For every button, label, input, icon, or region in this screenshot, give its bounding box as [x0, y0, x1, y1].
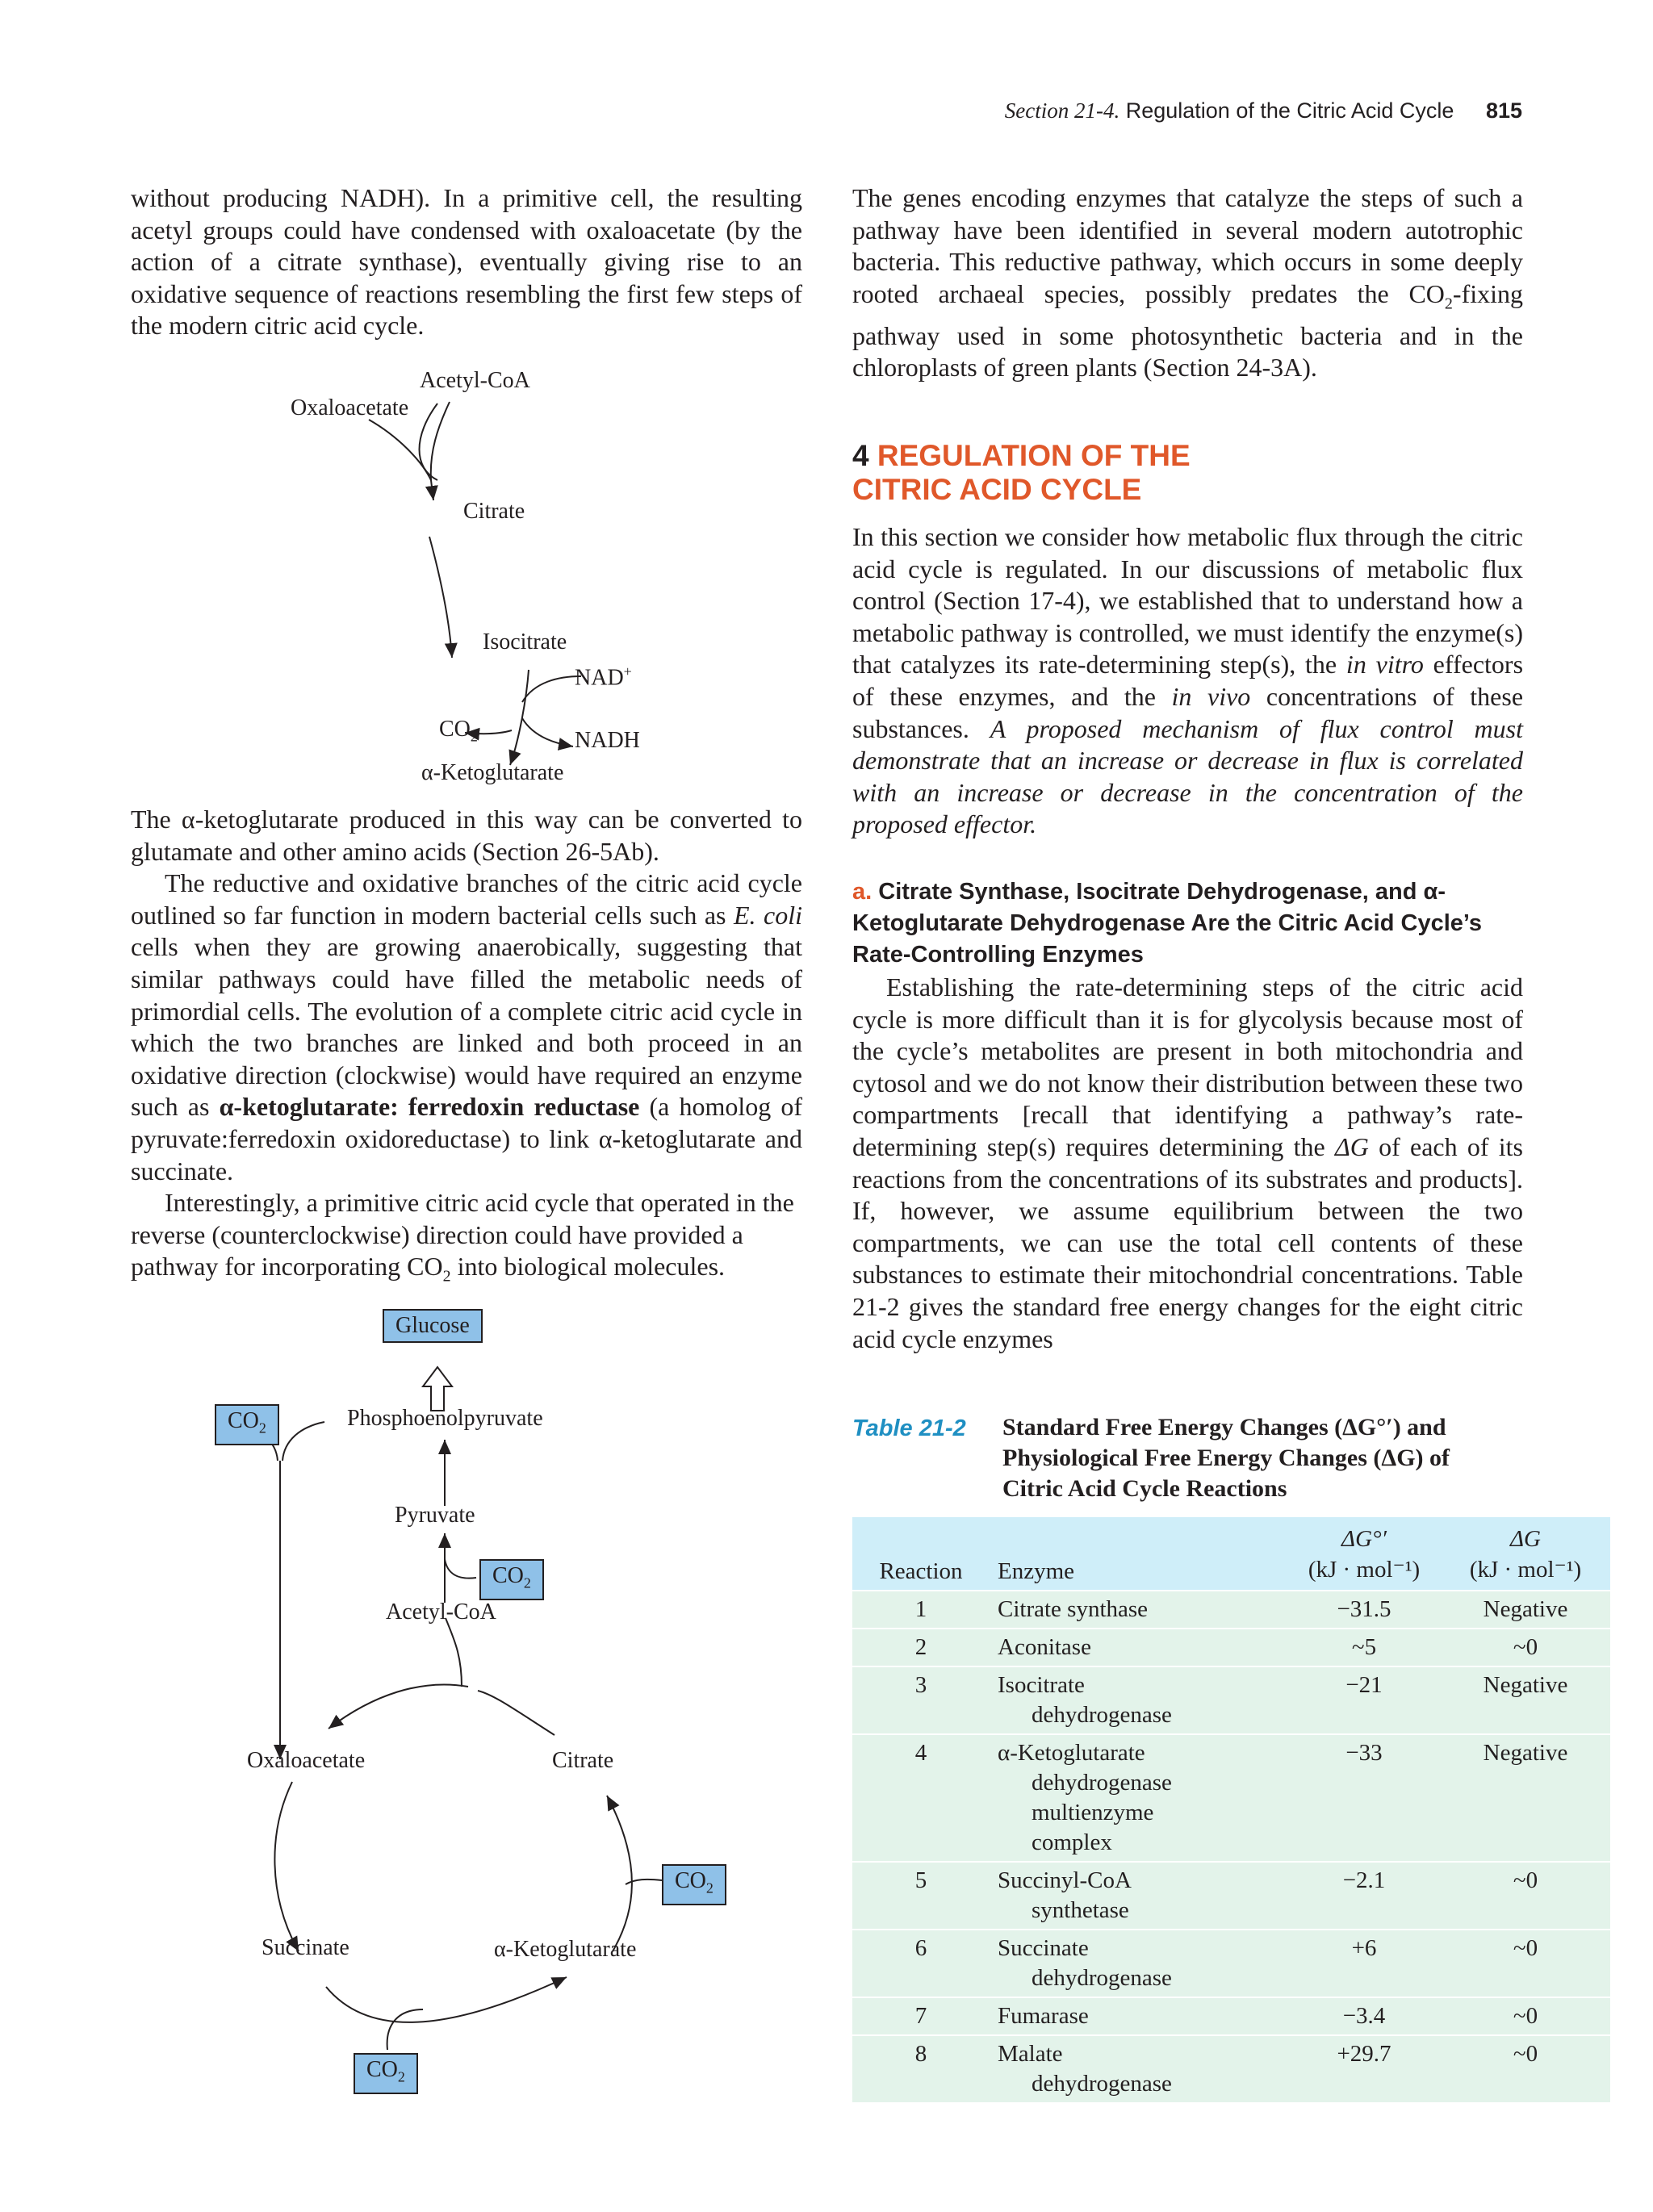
right-p2: In this section we consider how metabolic flux through the citric acid cycle is regulated. In our discussions of metabolic flux control (Section 17-4), we established that to understand how a metabolic pathway is controlled, we must identify the enzyme(s) that catalyzes its rate-determining step(s), the in vitro effectors of these enzymes, and the in vivo concentrations of these substances. A proposed mechanism of flux control must demonstrate that an increase or decrease in flux is correlated with an increase or decrease in the concentration of the proposed effector.	[852, 522, 1524, 839]
label-alpha-ketoglutarate: α-Ketoglutarate	[421, 760, 564, 785]
right-p1: The genes encoding enzymes that catalyze the steps of such a pathway have been identified in several modern autotrophic bacteria. This reductive pathway, which occurs in some deeply rooted archaeal species, possibly predates the $CO_2$-fixing pathway used in some photosynthetic bacteria and in the chloroplasts of green plants (Section 24-3A).	[852, 183, 1523, 383]
cell-dg: ~0	[1441, 1930, 1610, 1997]
cell-reaction: 8	[852, 2035, 990, 2102]
section-number: 4	[852, 439, 869, 472]
left-p4: Interestingly, a primitive citric acid cycle that operated in the reverse (counterclockwise) direction could have provided a pathway for incorporating $CO_2$ into biological molecules.	[131, 1188, 794, 1286]
cell-reaction: 6	[852, 1930, 990, 1997]
cell-dg0: −33	[1287, 1734, 1441, 1862]
label-nad: NAD+	[575, 663, 632, 691]
table-row	[852, 1629, 1610, 1666]
cell-reaction: 7	[852, 1997, 990, 2035]
label-citrate-2: Citrate	[552, 1748, 614, 1773]
glucose-box: Glucose	[383, 1309, 483, 1343]
co2-box-bottom: $CO_2$	[354, 2053, 418, 2094]
cell-enzyme: α-Ketoglutarate dehydrogenase multienzyme complex	[990, 1734, 1287, 1862]
cell-dg0: −31.5	[1287, 1591, 1441, 1629]
cell-enzyme: Malate dehydrogenase	[990, 2035, 1287, 2102]
cell-reaction: 5	[852, 1862, 990, 1930]
table-21-2	[852, 1517, 1610, 2102]
section-title-line2: CITRIC ACID CYCLE	[852, 473, 1142, 506]
cell-dg: Negative	[1441, 1591, 1610, 1629]
cell-enzyme: Aconitase	[990, 1629, 1287, 1666]
subsection-letter: a.	[852, 879, 873, 905]
cell-enzyme: Succinyl-CoA synthetase	[990, 1862, 1287, 1930]
table-label: Table 21-2	[852, 1415, 966, 1441]
subsection-title: Citrate Synthase, Isocitrate Dehydrogenase, and α-Ketoglutarate Dehydrogenase Are the Citric Acid Cycle’s Rate-Controlling Enzymes	[852, 879, 1482, 968]
cell-dg0: ~5	[1287, 1629, 1441, 1666]
co2-box-citrate: $CO_2$	[662, 1864, 726, 1905]
cell-dg0: +29.7	[1287, 2035, 1441, 2102]
page-number: 815	[1485, 98, 1522, 123]
th-dg: ΔG (kJ · mol⁻¹)	[1441, 1517, 1610, 1591]
label-pyruvate: Pyruvate	[395, 1503, 475, 1528]
label-acetyl-coa-2: Acetyl-CoA	[386, 1599, 496, 1625]
cell-reaction: 2	[852, 1629, 990, 1666]
left-paragraph-1	[131, 182, 802, 342]
header-section: Section 21-4.	[1004, 98, 1120, 123]
table-title: Standard Free Energy Changes (ΔG°′) and Physiological Free Energy Changes (ΔG) of Citric Acid Cycle Reactions	[1002, 1414, 1450, 1502]
th-enzyme: Enzyme	[990, 1517, 1287, 1591]
cell-enzyme: Succinate dehydrogenase	[990, 1930, 1287, 1997]
cell-enzyme: Fumarase	[990, 1997, 1287, 2035]
cell-dg: Negative	[1441, 1666, 1610, 1734]
right-paragraph-2	[852, 521, 1523, 841]
label-oxaloacetate: Oxaloacetate	[291, 395, 409, 420]
reverse-cycle-figure	[131, 1299, 802, 2114]
left-paragraph-block	[131, 804, 802, 1293]
right-paragraph-1	[852, 182, 1523, 384]
th-reaction: Reaction	[852, 1517, 990, 1591]
th-dg0: ΔG°′ (kJ · mol⁻¹)	[1287, 1517, 1441, 1591]
cell-dg: ~0	[1441, 1629, 1610, 1666]
running-header	[1005, 98, 1522, 123]
table-row	[852, 1930, 1610, 1997]
label-phosphoenolpyruvate: Phosphoenolpyruvate	[347, 1406, 543, 1431]
cell-dg: ~0	[1441, 1997, 1610, 2035]
table-row	[852, 1862, 1610, 1930]
header-title: Regulation of the Citric Acid Cycle	[1125, 98, 1454, 123]
subsection-heading	[852, 876, 1523, 971]
cell-dg0: −3.4	[1287, 1997, 1441, 2035]
label-isocitrate: Isocitrate	[483, 629, 567, 654]
label-succinate: Succinate	[262, 1935, 349, 1960]
cell-reaction: 4	[852, 1734, 990, 1862]
left-p1: without producing NADH). In a primitive cell, the resulting acetyl groups could have condensed with oxaloacetate (by the action of a citrate synthase), eventually giving rise to an oxidative sequence of reactions resembling the first few steps of the modern citric acid cycle.	[131, 183, 802, 341]
right-paragraph-3	[852, 972, 1523, 1355]
table-row	[852, 2035, 1610, 2102]
cell-dg: ~0	[1441, 2035, 1610, 2102]
cell-dg0: −21	[1287, 1666, 1441, 1734]
right-p3: Establishing the rate-determining steps of the citric acid cycle is more difficult than it is for glycolysis because most of the cycle’s metabolites are present in both mitochondria and cytosol and we do not know their distribution between these two compartments [recall that identifying a pathway’s rate-determining step(s) requires determining the ΔG of each of its reactions from the concentrations of its substrates and products]. If, however, we assume equilibrium between the two compartments, we can use the total cell contents of these substances to estimate their mitochondrial concentrations. Table 21-2 gives the standard free energy changes for the eight citric acid cycle enzymes	[852, 972, 1524, 1353]
co2-box-acetyl: $CO_2$	[479, 1559, 544, 1600]
cell-dg0: −2.1	[1287, 1862, 1441, 1930]
label-co2: $CO_2$	[439, 717, 478, 745]
cell-enzyme: Isocitrate dehydrogenase	[990, 1666, 1287, 1734]
section-title-line1: REGULATION OF THE	[877, 439, 1191, 472]
table-row	[852, 1591, 1610, 1629]
table-row	[852, 1666, 1610, 1734]
left-p2: The α-ketoglutarate produced in this way can be converted to glutamate and other amino acids (Section 26-5Ab).	[131, 805, 802, 866]
oxidative-branch-figure	[131, 363, 802, 799]
cell-dg: ~0	[1441, 1862, 1610, 1930]
label-nadh: NADH	[575, 728, 640, 753]
table-row	[852, 1997, 1610, 2035]
left-p3: The reductive and oxidative branches of the citric acid cycle outlined so far function in modern bacterial cells such as E. coli cells when they are growing anaerobically, suggesting that similar pathways could have filled the metabolic needs of primordial cells. The evolution of a complete citric acid cycle in which the two branches are linked and both proceed in an oxidative direction (clockwise) would have required an enzyme such as α-ketoglutarate: ferredoxin reductase (a homolog of pyruvate:ferredoxin oxidoreductase) to link α-ketoglutarate and succinate.	[131, 868, 803, 1185]
cell-dg: Negative	[1441, 1734, 1610, 1862]
label-alpha-ketoglutarate-2: α-Ketoglutarate	[494, 1937, 637, 1962]
cell-reaction: 1	[852, 1591, 990, 1629]
table-header-row	[852, 1517, 1610, 1591]
label-oxaloacetate-2: Oxaloacetate	[247, 1748, 366, 1773]
label-citrate: Citrate	[463, 499, 525, 524]
section-heading	[852, 439, 1523, 507]
cell-enzyme: Citrate synthase	[990, 1591, 1287, 1629]
table-row	[852, 1734, 1610, 1862]
cell-reaction: 3	[852, 1666, 990, 1734]
co2-box-left: $CO_2$	[215, 1404, 279, 1445]
cell-dg0: +6	[1287, 1930, 1441, 1997]
label-acetyl-coa: Acetyl-CoA	[420, 368, 530, 393]
